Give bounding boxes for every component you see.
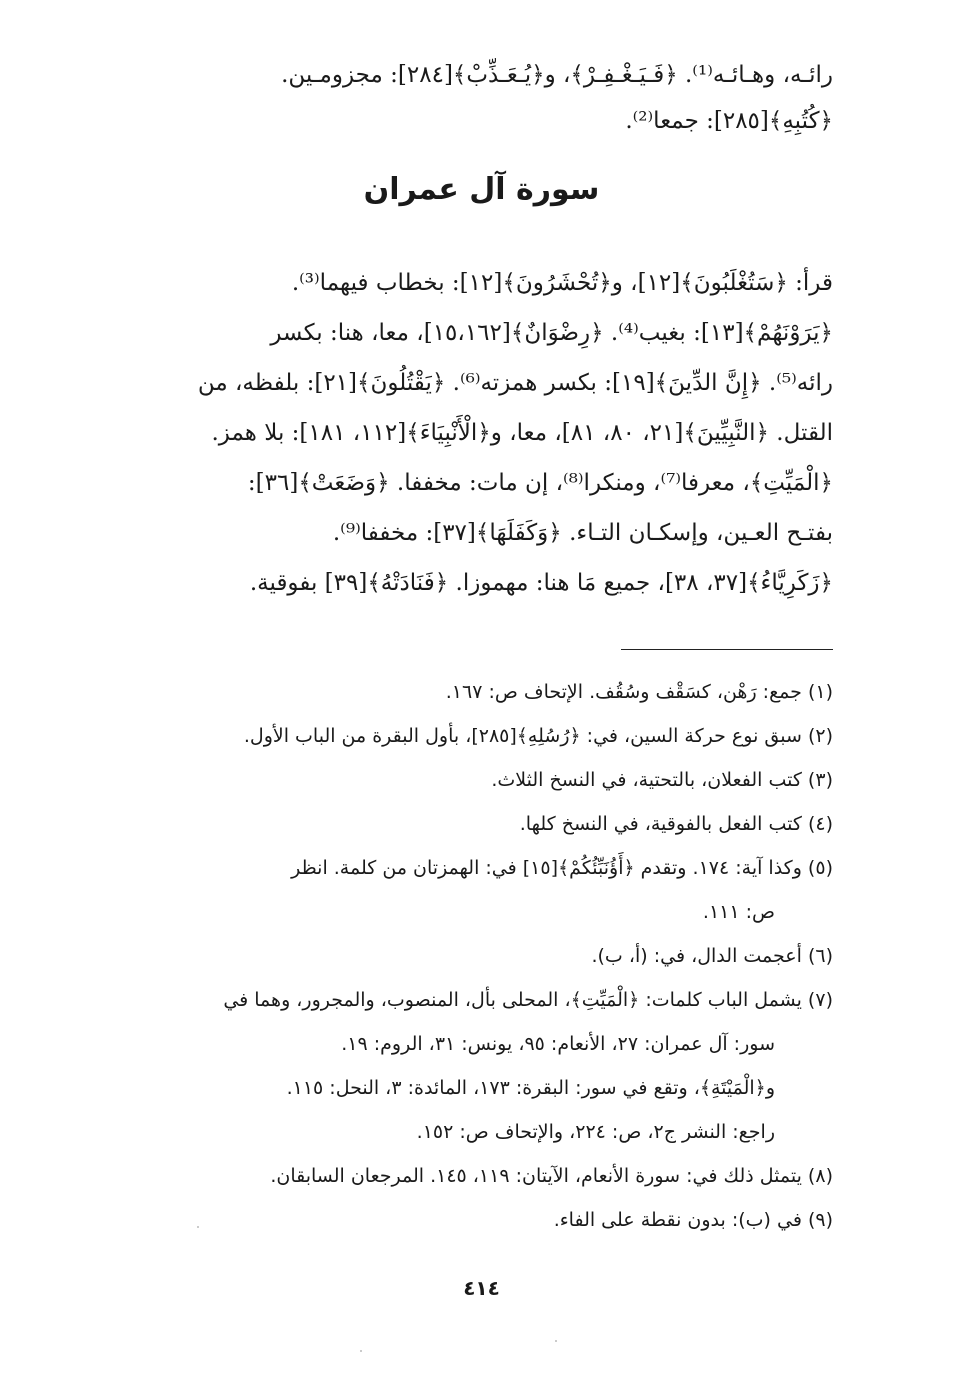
scan-speck [360,1350,362,1352]
intro-paragraph [121,52,833,144]
footnote-6 [121,934,833,978]
footnote-line: (٢) سبق نوع حركة السين، في: ﴿رُسُلِهِ﴾[٢٨٥]، بأول البقرة من الباب الأول. [243,725,833,747]
scan-speck [555,1340,557,1342]
footnote-8 [121,1154,833,1198]
footnote-line: راجع: النشر ج٢، ص: ٢٢٤، والإتحاف ص: ١٥٢. [416,1121,775,1143]
text-line: بفتـح العـين، وإسكـان التـاء. ﴿وَكَفَلَهَا﴾[٣٧]: مخففا⁽⁹⁾. [332,520,833,546]
text-line: ﴿زَكَرِيَّاءُ﴾[٣٧، ٣٨]، جميع مَا هنا: مهموزا. ﴿فَنَادَتْهُ﴾[٣٩] بفوقية. [249,570,833,596]
footnote-line: (١) جمع: رَهْن، كسَقْف وسُقُف. الإتحاف ص: ١٦٧. [445,681,833,703]
footnote-line: (٧) يشمل الباب كلمات: ﴿الْمَيِّتِ﴾، المحلى بأل، المنصوب، والمجرور، وهما في [223,989,833,1011]
page-number: ٤١٤ [463,1276,500,1300]
text-line: ﴿يَرَوْنَهُمْ﴾[١٣]: بغيب⁽⁴⁾. ﴿رِضْوَانٌ﴾[١٥،١٦٢]، معا، هنا: بكسر [270,320,833,346]
text-line: القتل. ﴿النَّبِيِّينَ﴾[٢١، ٨٠، ٨١]، معا، و﴿الْأَنْبِيَاءَ﴾[١١٢، ١٨١]: بلا همز. [211,420,833,446]
footnote-9 [121,1198,833,1242]
footnote-separator [621,649,833,650]
footnote-line: و﴿الْمَيْتَةِ﴾، وتقع في سور: البقرة: ١٧٣، المائدة: ٣، النحل: ١١٥. [286,1077,775,1099]
footnote-4 [121,802,833,846]
footnote-line: (٨) يتمثل ذلك في: سورة الأنعام، الآيتان: ١١٩، ١٤٥. المرجعان السابقان. [270,1165,833,1187]
scan-speck [197,1226,199,1228]
text-line: ﴿الْمَيِّتِ﴾، معرفا⁽⁷⁾، ومنكرا⁽⁸⁾، إن مات: مخففا. ﴿وَضَعَتْ﴾[٣٦]: [247,470,833,496]
footnote-line: (٤) كتب الفعل بالفوقية، في النسخ كلها. [519,813,833,835]
text-line: قرأ: ﴿سَتُغْلَبُونَ﴾[١٢]، و﴿تُحْشَرُونَ﴾[١٢]: بخطاب فيهما⁽³⁾. [291,270,833,296]
footnote-3 [121,758,833,802]
text-line: ﴿كُتُبِهِ﴾[٢٨٥]: جمعا⁽²⁾. [625,108,833,134]
text-line: رائه⁽⁵⁾. ﴿إِنَّ الدِّينَ﴾[١٩]: بكسر همزته⁽⁶⁾. ﴿يَقْتُلُونَ﴾[٢١]: بلفظه، من [197,370,833,396]
footnote-5 [121,846,833,934]
footnote-line: (٩) في (ب): بدون نقطة على الفاء. [553,1209,833,1231]
main-paragraph [121,258,833,608]
footnote-line: (٦) أعجمت الدال، في: (أ، ب). [591,945,833,967]
footnotes-section [121,670,833,1242]
footnote-line: ص: ١١١. [702,901,775,923]
footnote-7 [121,978,833,1154]
section-title: سورة آل عمران [363,172,600,207]
text-line: رائـه، وهـائـه⁽¹⁾. ﴿فَـيَـغْـفِـرْ﴾، و﴿يُـعَـذِّبْ﴾[٢٨٤]: مجزومـين. [281,62,833,88]
footnote-line: (٥) وكذا آية: ١٧٤. وتقدم ﴿أَؤُنَبِّئُكُمْ﴾[١٥] في: الهمزتان من كلمة. انظر [291,857,833,879]
footnote-line: سور: آل عمران: ٢٧، الأنعام: ٩٥، يونس: ٣١، الروم: ١٩. [341,1033,775,1055]
footnote-1 [121,670,833,714]
footnote-2 [121,714,833,758]
footnote-line: (٣) كتب الفعلان، بالتحتية، في النسخ الثلاث. [491,769,833,791]
